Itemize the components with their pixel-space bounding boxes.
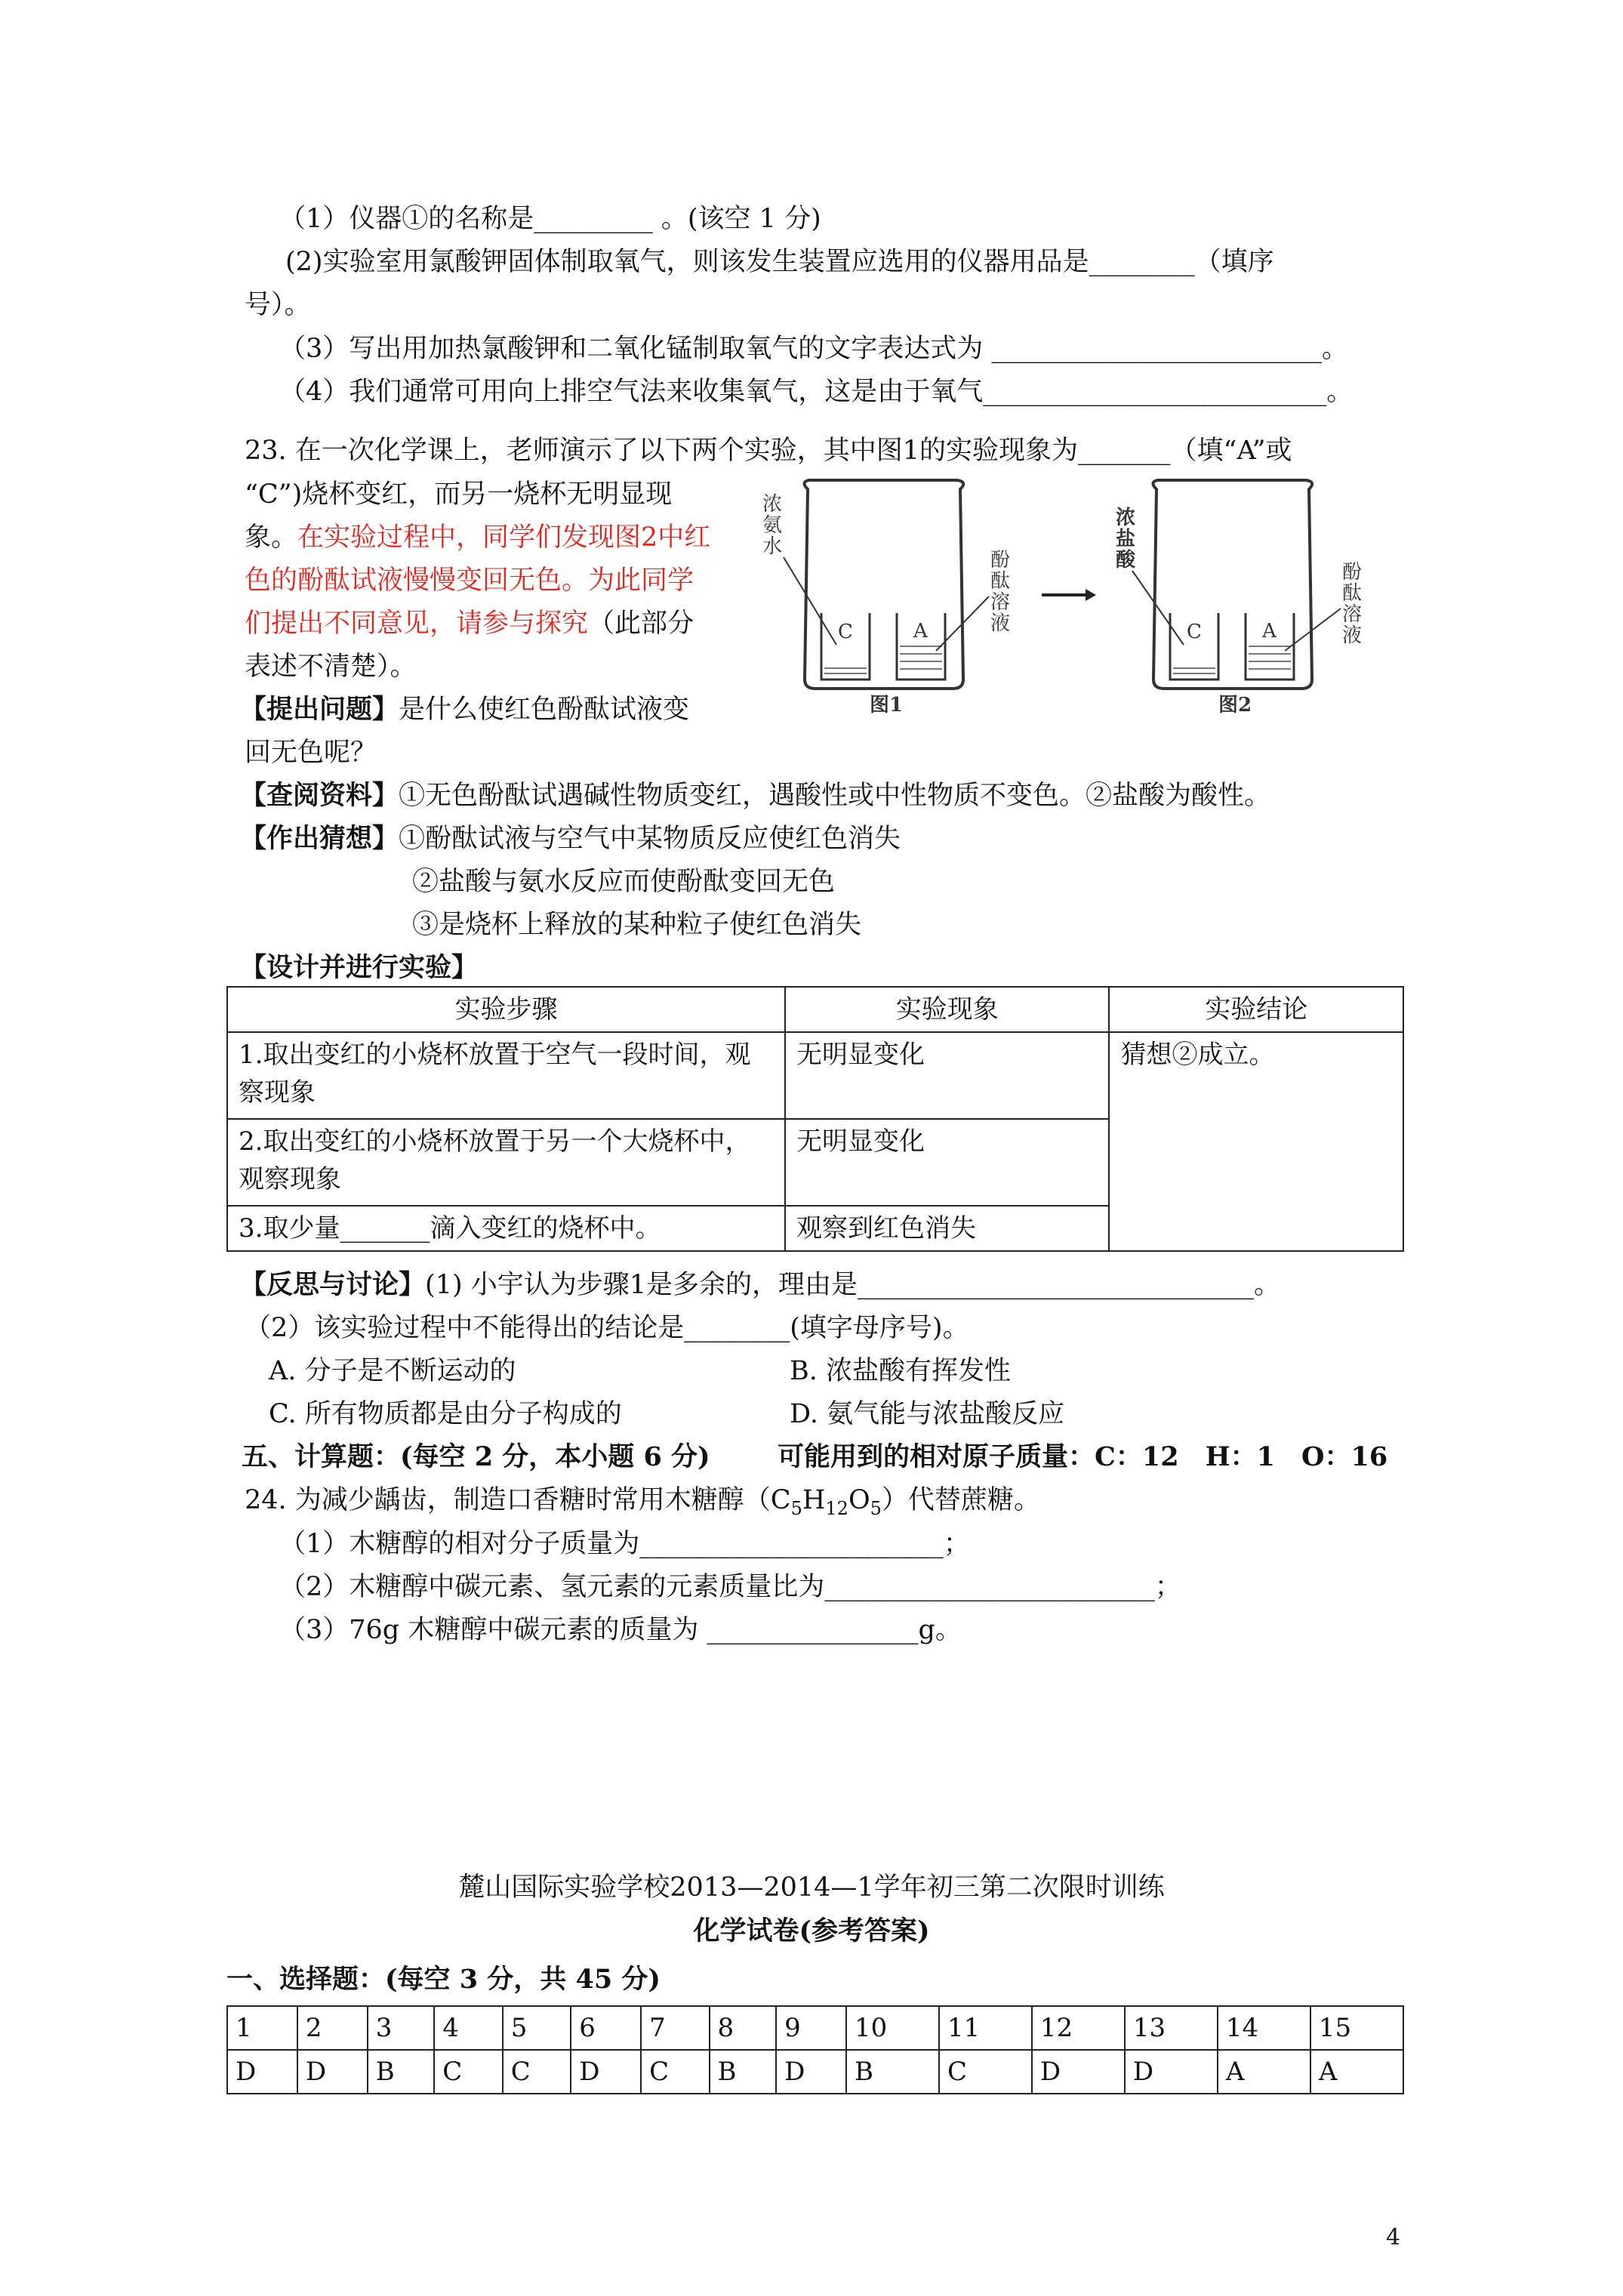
answer-letter: B (368, 2050, 435, 2094)
answer-number: 11 (939, 2006, 1032, 2050)
q22-part1: （1）仪器①的名称是_________ 。(该空 1 分) (279, 204, 821, 234)
q23-line3-black: 象。 (245, 522, 298, 553)
answer-letter: D (1032, 2050, 1125, 2094)
sub-c: 5 (790, 1498, 802, 1519)
q22-part4: （4）我们通常可用向上排空气法来收集氧气，这是由于氧气__________________________。 (279, 377, 1354, 407)
calc-heading: 五、计算题：(每空 2 分，本小题 6 分) (242, 1441, 710, 1472)
fig2-phenol-3: 溶 (1342, 603, 1363, 626)
answer-number: 12 (1032, 2006, 1125, 2050)
hypothesis-heading: 【作出猜想】 (240, 823, 399, 854)
answer-letter: C (641, 2050, 709, 2094)
answer-letter: D (1125, 2050, 1218, 2094)
answer-number: 14 (1218, 2006, 1310, 2050)
header-conclusion: 实验结论 (1109, 987, 1403, 1032)
experiment-figure (755, 476, 1374, 732)
answer-letter: C (503, 2050, 571, 2094)
conclusion-cell: 猜想②成立。 (1109, 1032, 1403, 1251)
q23-line5-red: 们提出不同意见，请参与探究 (245, 609, 589, 639)
question-text: 是什么使红色酚酞试液变 (399, 695, 690, 725)
answer-number-row (227, 2006, 1403, 2050)
q24-part1: （1）木糖醇的相对分子质量为_______________________； (279, 1529, 970, 1559)
answer-number: 13 (1125, 2006, 1218, 2050)
q23-line4: 色的酚酞试液慢慢变回无色。为此同学 (245, 566, 694, 596)
option-b: B. 浓盐酸有挥发性 (790, 1356, 1011, 1386)
step-1: 1.取出变红的小烧杯放置于空气一段时间，观察现象 (227, 1032, 785, 1119)
q24-part2: （2）木糖醇中碳元素、氢元素的元素质量比为_________________________； (279, 1572, 1181, 1602)
answer-letter: B (846, 2050, 939, 2094)
step-2: 2.取出变红的小烧杯放置于另一个大烧杯中，观察现象 (227, 1119, 785, 1206)
q23-question-cont: 回无色呢？ (245, 738, 377, 768)
reference-text: ①无色酚酞试遇碱性物质变红，遇酸性或中性物质不变色。②盐酸为酸性。 (399, 781, 1271, 811)
ammonia-label-1: 浓 (762, 493, 783, 516)
answer-number: 10 (846, 2006, 939, 2050)
table-header-row (227, 987, 1403, 1032)
q23-intro: 23. 在一次化学课上，老师演示了以下两个实验，其中图1的实验现象为_______（填“A”或 (245, 436, 1292, 466)
header-phenomenon: 实验现象 (785, 987, 1109, 1032)
hcl-label-1: 浓 (1116, 507, 1136, 529)
option-a: A. 分子是不断运动的 (269, 1356, 516, 1386)
answer-title: 化学试卷(参考答案) (693, 1915, 930, 1946)
fig1-beaker-c-label: C (838, 621, 853, 643)
option-d: D. 氨气能与浓盐酸反应 (790, 1399, 1065, 1429)
fig1-beaker-a-label: A (913, 620, 928, 643)
phenomenon-2: 无明显变化 (785, 1119, 1109, 1206)
answer-letter: C (434, 2050, 502, 2094)
fig1-caption: 图1 (870, 694, 904, 717)
fig2-caption: 图2 (1218, 694, 1252, 717)
formula-h: H (802, 1485, 826, 1515)
sub-o: 5 (870, 1498, 882, 1519)
fig1-phenol-3: 溶 (990, 591, 1011, 614)
q23-question (240, 693, 689, 726)
answer-table (226, 2005, 1404, 2094)
answer-letter: A (1218, 2050, 1310, 2094)
answer-letter: C (939, 2050, 1032, 2094)
table-row (227, 1032, 1403, 1119)
answer-letter: B (710, 2050, 777, 2094)
answer-number: 15 (1310, 2006, 1403, 2050)
question-heading: 【提出问题】 (240, 694, 399, 725)
atomic-masses: 可能用到的相对原子质量：C：12 H：1 O：16 (778, 1441, 1388, 1472)
q24-intro-pre: 24. 为减少龋齿，制造口香糖时常用木糖醇（C (245, 1485, 791, 1515)
fig2-big-beaker (1153, 480, 1312, 689)
hcl-label-2: 盐 (1116, 528, 1136, 550)
step-3: 3.取少量_______滴入变红的烧杯中。 (227, 1206, 785, 1251)
q23-reference (240, 779, 1270, 812)
q23-line6: 表述不清楚）。 (245, 652, 417, 682)
design-heading: 【设计并进行实验】 (240, 952, 479, 983)
phenomenon-3: 观察到红色消失 (785, 1206, 1109, 1251)
answer-letter: D (571, 2050, 641, 2094)
answer-number: 7 (641, 2006, 709, 2050)
hypothesis-3: ③是烧杯上释放的某种粒子使红色消失 (412, 910, 862, 940)
answer-letter: D (776, 2050, 846, 2094)
reflect-heading: 【反思与讨论】 (240, 1269, 426, 1300)
answer-number: 5 (503, 2006, 571, 2050)
formula-o: O (848, 1485, 870, 1515)
page-number: 4 (1386, 2224, 1401, 2251)
answer-school-title: 麓山国际实验学校2013—2014—1学年初三第二次限时训练 (458, 1872, 1165, 1903)
q22-part2-cont: 号）。 (245, 290, 311, 320)
q24-intro (245, 1484, 1040, 1525)
q22-part3: （3）写出用加热氯酸钾和二氧化锰制取氧气的文字表达式为 _________________________。 (279, 334, 1348, 364)
answer-number: 8 (710, 2006, 777, 2050)
reflect-q1: (1) 小宇认为步骤1是多余的，理由是______________________________。 (425, 1270, 1280, 1300)
answer-letter-row (227, 2050, 1403, 2094)
q23-line3-red: 在实验过程中，同学们发现图2中红 (297, 522, 711, 553)
answer-section: 一、选择题：(每空 3 分，共 45 分) (226, 1964, 661, 1995)
fig2-beaker-a-label: A (1262, 620, 1277, 643)
fig2-beaker-c-label: C (1187, 621, 1202, 643)
reflect-line1 (240, 1268, 1280, 1302)
fig1-big-beaker (804, 480, 963, 689)
fig2-phenol-4: 液 (1342, 624, 1363, 647)
experiment-table (226, 986, 1404, 1252)
sub-h: 12 (825, 1498, 848, 1519)
fig2-phenol-2: 酞 (1342, 582, 1363, 605)
q23-line3 (245, 521, 710, 554)
q23-line5-black: （此部分 (588, 609, 694, 639)
answer-number: 9 (776, 2006, 846, 2050)
hypothesis-2: ②盐酸与氨水反应而使酚酞变回无色 (412, 867, 836, 897)
fig1-phenol-1: 酚 (990, 549, 1011, 572)
answer-letter: D (227, 2050, 297, 2094)
ammonia-label-3: 水 (762, 535, 783, 558)
hcl-label-3: 酸 (1116, 549, 1136, 572)
reflect-q2: （2）该实验过程中不能得出的结论是________(填字母序号)。 (245, 1313, 969, 1343)
answer-number: 2 (297, 2006, 368, 2050)
q23-line5 (245, 607, 694, 640)
answer-number: 4 (434, 2006, 502, 2050)
reference-heading: 【查阅资料】 (240, 780, 399, 811)
fig1-phenol-4: 液 (990, 612, 1011, 635)
fig1-phenol-2: 酞 (990, 570, 1011, 593)
answer-number: 3 (368, 2006, 435, 2050)
answer-letter: A (1310, 2050, 1403, 2094)
header-step: 实验步骤 (227, 987, 785, 1032)
q24-intro-post: ）代替蔗糖。 (881, 1485, 1040, 1515)
q22-part2: (2)实验室用氯酸钾固体制取氧气，则该发生装置应选用的仪器用品是________（填序 (285, 247, 1274, 277)
phenomenon-1: 无明显变化 (785, 1032, 1109, 1119)
answer-number: 6 (571, 2006, 641, 2050)
fig2-phenol-1: 酚 (1342, 561, 1363, 584)
q24-part3: （3）76g 木糖醇中碳元素的质量为 ________________g。 (279, 1615, 962, 1645)
q23-hypothesis (240, 822, 901, 855)
answer-letter: D (297, 2050, 368, 2094)
q23-line2: “C”)烧杯变红，而另一烧杯无明显现 (245, 479, 673, 510)
option-c: C. 所有物质都是由分子构成的 (269, 1399, 622, 1429)
ammonia-label-2: 氨 (762, 514, 783, 537)
answer-number: 1 (227, 2006, 297, 2050)
hypothesis-1: ①酚酞试液与空气中某物质反应使红色消失 (399, 824, 901, 854)
